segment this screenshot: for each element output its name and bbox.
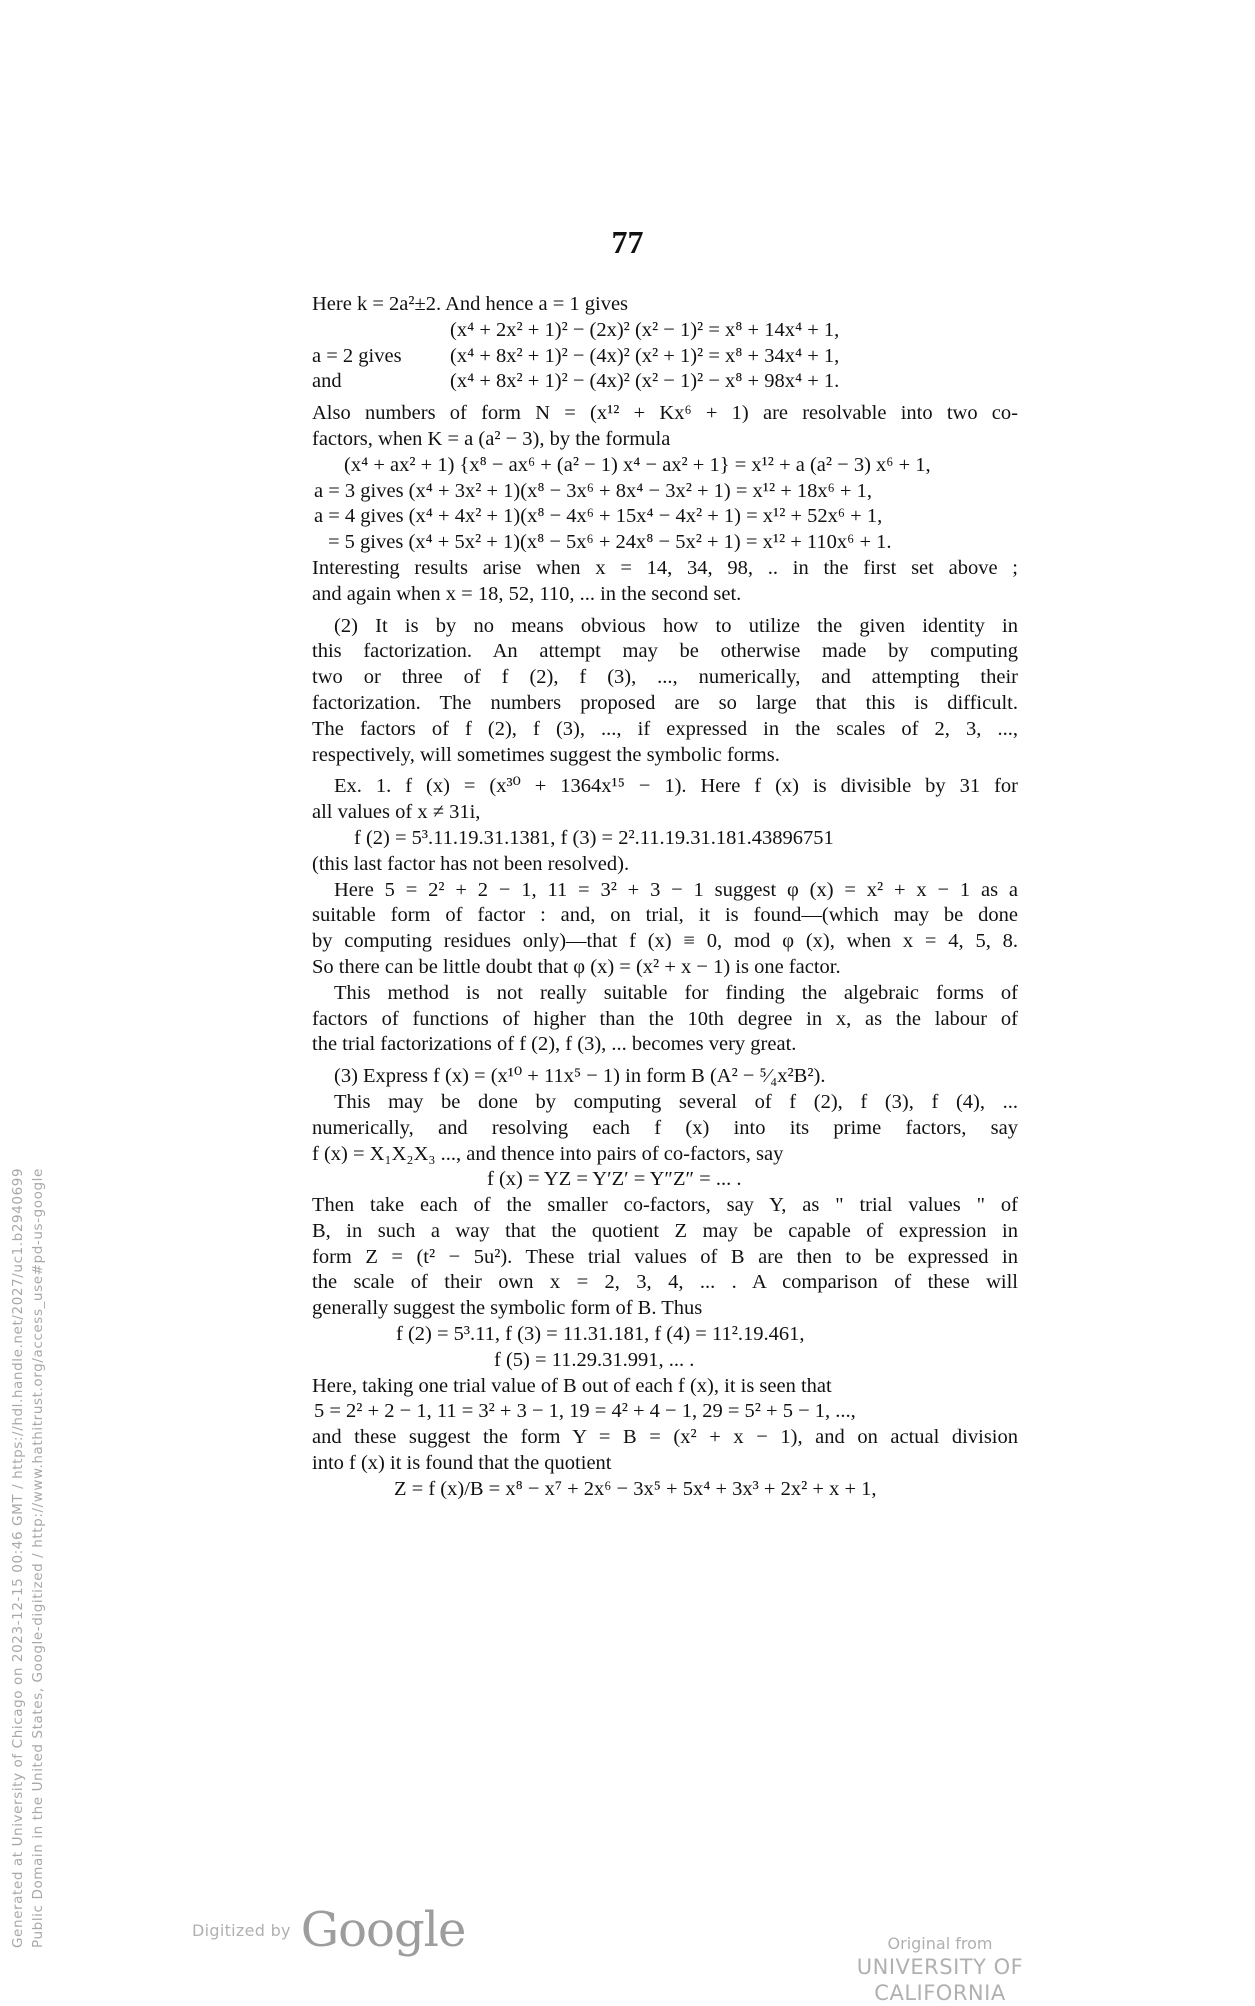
text-line: Interesting results arise when x = 14, 34, 98, .. in the first set above ; <box>312 556 1018 579</box>
text-line: all values of x ≠ 31i, <box>312 801 481 824</box>
text-line: this factorization. An attempt may be otherwise made by computing <box>312 640 1018 663</box>
original-from <box>790 1934 1090 2006</box>
text-line: form Z = (t² − 5u²). These trial values of B are then to be expressed in <box>312 1245 1018 1268</box>
equation-line: a = 4 gives (x⁴ + 4x² + 1)(x⁸ − 4x⁶ + 15x⁴ − 4x² + 1) = x¹² + 52x⁶ + 1, <box>314 505 883 528</box>
text-line: B, in such a way that the quotient Z may be capable of expression in <box>312 1219 1018 1242</box>
text-line: f (x) = X₁X₂X₃ ..., and thence into pairs of co-factors, say <box>312 1142 784 1165</box>
digitized-by-google <box>192 1900 465 1960</box>
text-line: the trial factorizations of f (2), f (3), ... becomes very great. <box>312 1033 797 1056</box>
institution-name: UNIVERSITY OF CALIFORNIA <box>856 1955 1024 2005</box>
text-line: the scale of their own x = 2, 3, 4, ... . A comparison of these will <box>312 1271 1018 1294</box>
equation-line: f (2) = 5³.11, f (3) = 11.31.181, f (4) = 11².19.461, <box>396 1323 805 1346</box>
text-line: Then take each of the smaller co-factors, say Y, as " trial values " of <box>312 1194 1018 1217</box>
equation-line: and (x⁴ + 8x² + 1)² − (4x)² (x² − 1)² − x⁸ + 98x⁴ + 1. <box>312 370 840 393</box>
text-line: Here 5 = 2² + 2 − 1, 11 = 3² + 3 − 1 suggest φ (x) = x² + x − 1 as a <box>334 878 1018 901</box>
text-line: Here, taking one trial value of B out of each f (x), it is seen that <box>312 1374 832 1397</box>
original-from-label: Original from <box>887 1934 993 1953</box>
text-line: suitable form of factor : and, on trial, it is found—(which may be done <box>312 904 1018 927</box>
equation-line: f (5) = 11.29.31.991, ... . <box>494 1348 695 1371</box>
text-line: (2) It is by no means obvious how to utilize the given identity in <box>334 614 1018 637</box>
equation-line: f (2) = 5³.11.19.31.1381, f (3) = 2².11.19.31.181.43896751 <box>354 826 834 849</box>
equation-line: f (x) = YZ = Y′Z′ = Y″Z″ = ... . <box>487 1168 742 1191</box>
text-line: into f (x) it is found that the quotient <box>312 1452 612 1475</box>
text-line: Also numbers of form N = (x¹² + Kx⁶ + 1) are resolvable into two co- <box>312 402 1018 425</box>
watermark-line: Public Domain in the United States, Google-digitized / http://www.hathitrust.org/access_use#pd-us-google <box>30 1168 46 1948</box>
text-line: This may be done by computing several of f (2), f (3), f (4), ... <box>334 1090 1018 1113</box>
text-line: The factors of f (2), f (3), ..., if expressed in the scales of 2, 3, ..., <box>312 717 1018 740</box>
page-body <box>312 292 1018 1503</box>
equation-line: = 5 gives (x⁴ + 5x² + 1)(x⁸ − 5x⁶ + 24x⁸ − 5x² + 1) = x¹² + 110x⁶ + 1. <box>328 531 892 554</box>
google-logo: Google <box>300 1902 466 1958</box>
digitized-by-label: Digitized by <box>192 1920 291 1940</box>
equation-line: 5 = 2² + 2 − 1, 11 = 3² + 3 − 1, 19 = 4² + 4 − 1, 29 = 5² + 5 − 1, ..., <box>314 1400 856 1423</box>
watermark-line: Generated at University of Chicago on 2023-12-15 00:46 GMT / https://hdl.handle.net/2027/uc1.b2940699 <box>10 1167 26 1948</box>
equation-line: Z = f (x)/B = x⁸ − x⁷ + 2x⁶ − 3x⁵ + 5x⁴ + 3x³ + 2x² + x + 1, <box>394 1477 877 1500</box>
text-line: factors, when K = a (a² − 3), by the formula <box>312 427 671 450</box>
equation-line: a = 2 gives (x⁴ + 8x² + 1)² − (4x)² (x² + 1)² = x⁸ + 34x⁴ + 1, <box>312 344 840 367</box>
page-number: 77 <box>611 224 644 260</box>
hathitrust-watermark <box>8 1168 48 1948</box>
text-line: So there can be little doubt that φ (x) = (x² + x − 1) is one factor. <box>312 955 841 978</box>
text-line: (3) Express f (x) = (x¹⁰ + 11x⁵ − 1) in form B (A² − ⁵⁄₄x²B²). <box>334 1065 826 1088</box>
text-line: Here k = 2a²±2. And hence a = 1 gives <box>312 293 629 315</box>
text-line: Ex. 1. f (x) = (x³⁰ + 1364x¹⁵ − 1). Here f (x) is divisible by 31 for <box>334 775 1018 798</box>
text-line: This method is not really suitable for finding the algebraic forms of <box>334 981 1018 1004</box>
text-line: factors of functions of higher than the 10th degree in x, as the labour of <box>312 1007 1018 1030</box>
text-line: respectively, will sometimes suggest the symbolic forms. <box>312 743 780 766</box>
text-line: numerically, and resolving each f (x) into its prime factors, say <box>312 1116 1018 1139</box>
equation-line: (x⁴ + ax² + 1) {x⁸ − ax⁶ + (a² − 1) x⁴ − ax² + 1} = x¹² + a (a² − 3) x⁶ + 1, <box>344 453 931 476</box>
equation-line: a = 3 gives (x⁴ + 3x² + 1)(x⁸ − 3x⁶ + 8x⁴ − 3x² + 1) = x¹² + 18x⁶ + 1, <box>314 479 872 502</box>
equation-line: (x⁴ + 2x² + 1)² − (2x)² (x² − 1)² = x⁸ + 14x⁴ + 1, <box>450 318 840 341</box>
text-line: generally suggest the symbolic form of B. Thus <box>312 1297 703 1320</box>
text-line: and these suggest the form Y = B = (x² + x − 1), and on actual division <box>312 1426 1018 1449</box>
text-line: and again when x = 18, 52, 110, ... in the second set. <box>312 582 742 605</box>
text-line: factorization. The numbers proposed are so large that this is difficult. <box>312 691 1018 714</box>
text-line: (this last factor has not been resolved). <box>312 852 630 875</box>
text-line: by computing residues only)—that f (x) ≡ 0, mod φ (x), when x = 4, 5, 8. <box>312 930 1018 953</box>
text-line: two or three of f (2), f (3), ..., numerically, and attempting their <box>312 666 1018 689</box>
